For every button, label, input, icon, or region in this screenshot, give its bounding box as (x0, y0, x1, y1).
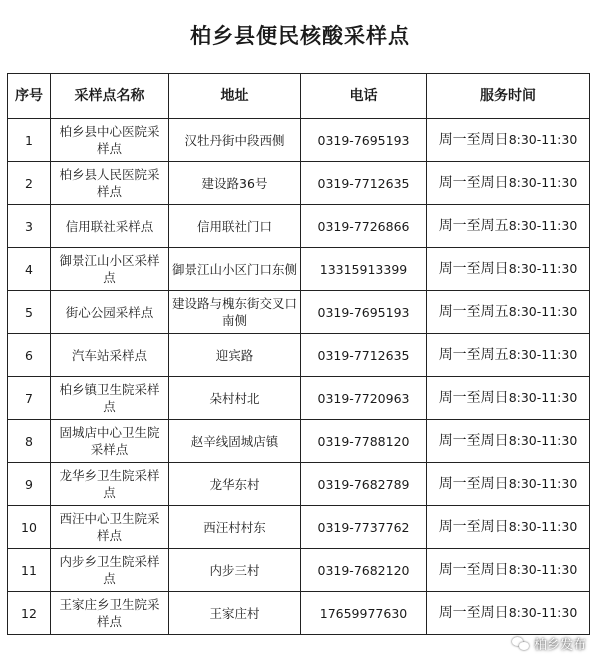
table-row (8, 420, 590, 463)
cell-phone: 0319-7682120 (301, 549, 427, 592)
service-time: 8:30-11:30 (508, 347, 578, 362)
cell-hours (427, 119, 590, 162)
cell-address: 汉牡丹街中段西侧 (169, 119, 301, 162)
cell-hours (427, 162, 590, 205)
cell-hours (427, 334, 590, 377)
table-row (8, 248, 590, 291)
service-days: 周一至周日 (438, 433, 509, 449)
service-days: 周一至周日 (438, 261, 509, 277)
watermark (512, 634, 586, 653)
cell-address: 迎宾路 (169, 334, 301, 377)
cell-name: 柏乡镇卫生院采样点 (51, 377, 169, 420)
table-row (8, 334, 590, 377)
cell-phone: 0319-7695193 (301, 119, 427, 162)
table-row (8, 463, 590, 506)
cell-hours (427, 248, 590, 291)
cell-address: 龙华东村 (169, 463, 301, 506)
header-phone: 电话 (301, 74, 427, 119)
table-row (8, 119, 590, 162)
cell-address: 赵辛线固城店镇 (169, 420, 301, 463)
cell-name: 汽车站采样点 (51, 334, 169, 377)
cell-address: 建设路36号 (169, 162, 301, 205)
sampling-points-table (7, 73, 590, 635)
cell-phone: 0319-7712635 (301, 162, 427, 205)
service-days: 周一至周日 (438, 519, 509, 535)
cell-no: 8 (8, 420, 51, 463)
service-days: 周一至周五 (438, 347, 509, 363)
cell-name: 龙华乡卫生院采样点 (51, 463, 169, 506)
cell-no: 3 (8, 205, 51, 248)
cell-name: 御景江山小区采样点 (51, 248, 169, 291)
cell-hours (427, 420, 590, 463)
watermark-text: 柏乡发布 (533, 638, 586, 653)
service-time: 8:30-11:30 (508, 132, 578, 147)
cell-phone: 0319-7788120 (301, 420, 427, 463)
cell-name: 柏乡县人民医院采样点 (51, 162, 169, 205)
cell-phone: 0319-7726866 (301, 205, 427, 248)
cell-name: 内步乡卫生院采样点 (51, 549, 169, 592)
table-row (8, 377, 590, 420)
cell-hours (427, 592, 590, 635)
service-days: 周一至周日 (438, 562, 509, 578)
cell-phone: 0319-7682789 (301, 463, 427, 506)
cell-address: 信用联社门口 (169, 205, 301, 248)
service-time: 8:30-11:30 (508, 433, 578, 448)
cell-no: 6 (8, 334, 51, 377)
table-row (8, 291, 590, 334)
service-time: 8:30-11:30 (508, 562, 578, 577)
service-time: 8:30-11:30 (508, 304, 578, 319)
cell-address: 内步三村 (169, 549, 301, 592)
cell-address: 王家庄村 (169, 592, 301, 635)
header-hours: 服务时间 (427, 74, 590, 119)
cell-name: 信用联社采样点 (51, 205, 169, 248)
table-body (8, 119, 590, 635)
service-days: 周一至周日 (438, 605, 509, 621)
cell-no: 2 (8, 162, 51, 205)
header-no: 序号 (8, 74, 51, 119)
cell-address: 朵村村北 (169, 377, 301, 420)
cell-phone: 0319-7737762 (301, 506, 427, 549)
cell-hours (427, 463, 590, 506)
cell-no: 5 (8, 291, 51, 334)
cell-name: 西汪中心卫生院采样点 (51, 506, 169, 549)
service-time: 8:30-11:30 (508, 390, 578, 405)
cell-no: 4 (8, 248, 51, 291)
service-days: 周一至周五 (438, 304, 509, 320)
service-time: 8:30-11:30 (508, 476, 578, 491)
cell-hours (427, 291, 590, 334)
cell-phone: 0319-7720963 (301, 377, 427, 420)
table-row (8, 205, 590, 248)
table-header-row (8, 74, 590, 119)
cell-name: 街心公园采样点 (51, 291, 169, 334)
page-title: 柏乡县便民核酸采样点 (190, 24, 410, 48)
header-name: 采样点名称 (51, 74, 169, 119)
cell-hours (427, 377, 590, 420)
cell-address: 御景江山小区门口东侧 (169, 248, 301, 291)
cell-phone: 0319-7712635 (301, 334, 427, 377)
service-time: 8:30-11:30 (508, 175, 578, 190)
service-days: 周一至周五 (438, 218, 509, 234)
cell-phone: 17659977630 (301, 592, 427, 635)
service-time: 8:30-11:30 (508, 261, 578, 276)
wechat-icon (512, 637, 529, 651)
cell-name: 王家庄乡卫生院采样点 (51, 592, 169, 635)
table-row (8, 506, 590, 549)
cell-address: 西汪村村东 (169, 506, 301, 549)
table-row (8, 549, 590, 592)
table-row (8, 162, 590, 205)
service-days: 周一至周日 (438, 390, 509, 406)
cell-name: 柏乡县中心医院采样点 (51, 119, 169, 162)
cell-no: 1 (8, 119, 51, 162)
cell-phone: 13315913399 (301, 248, 427, 291)
service-time: 8:30-11:30 (508, 218, 578, 233)
cell-no: 11 (8, 549, 51, 592)
cell-no: 12 (8, 592, 51, 635)
service-days: 周一至周日 (438, 132, 509, 148)
cell-hours (427, 549, 590, 592)
service-time: 8:30-11:30 (508, 605, 578, 620)
cell-hours (427, 506, 590, 549)
service-time: 8:30-11:30 (508, 519, 578, 534)
cell-name: 固城店中心卫生院采样点 (51, 420, 169, 463)
table-row (8, 592, 590, 635)
service-days: 周一至周日 (438, 476, 509, 492)
service-days: 周一至周日 (438, 175, 509, 191)
cell-address: 建设路与槐东街交叉口南侧 (169, 291, 301, 334)
cell-no: 7 (8, 377, 51, 420)
header-address: 地址 (169, 74, 301, 119)
cell-no: 10 (8, 506, 51, 549)
cell-hours (427, 205, 590, 248)
cell-no: 9 (8, 463, 51, 506)
cell-phone: 0319-7695193 (301, 291, 427, 334)
